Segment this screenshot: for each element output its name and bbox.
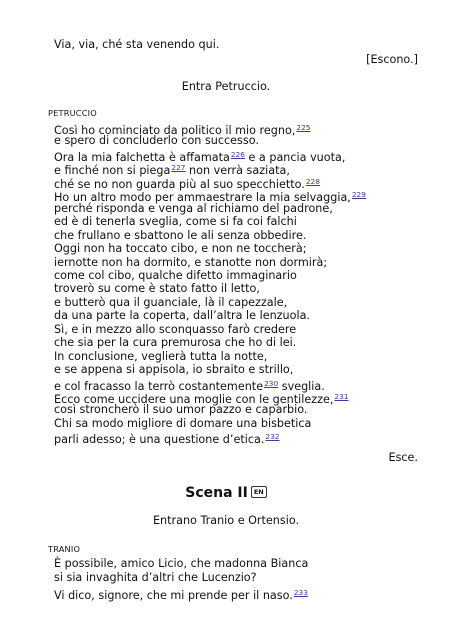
stage-direction-entry-2: Entrano Tranio e Ortensio. (152, 514, 300, 527)
scene-title: Scena II (185, 485, 248, 501)
footnote-link[interactable]: 231 (334, 392, 349, 401)
verse-text: che frullano e sbattono le ali senza obbedire. (54, 228, 307, 242)
verse-text: Ho un altro modo per ammaestrare la mia selvaggia, (54, 191, 351, 205)
verse-text: da una parte la coperta, dall’altra le lenzuola. (54, 309, 310, 323)
language-badge[interactable]: EN (251, 486, 267, 498)
stage-direction-entry: Entra Petruccio. (181, 80, 271, 93)
verse-text: e butterò qua il guanciale, là il capezzale, (54, 295, 288, 309)
verse-text: iernotte non ha dormito, e stanotte non dormirà; (54, 255, 328, 269)
footnote-link[interactable]: 226 (230, 149, 245, 159)
verse-text: Ora la mia falchetta è affamata (54, 150, 230, 164)
footnote-link[interactable]: 229 (351, 190, 366, 200)
verse-text: ché se no non guarda più al suo specchietto. (54, 177, 305, 191)
footnote-link[interactable]: 225 (296, 123, 311, 132)
verse-text: e col fracasso la terrò costantemente (54, 379, 264, 393)
footnote-link[interactable]: 227 (171, 163, 186, 173)
verse-text: troverò su come è stato fatto il letto, (54, 282, 260, 296)
verse-text: si sia invaghita d’altri che Lucenzio? (54, 571, 257, 585)
verse-text: e se appena si appisola, io sbraito e strillo, (54, 363, 294, 377)
verse-text-continued: non verrà saziata, (185, 164, 290, 178)
verse-text: e spero di concluderlo con successo. (54, 134, 259, 148)
footnote-link[interactable]: 232 (265, 432, 280, 442)
verse-text: Così ho cominciato da politico il mio regno, (54, 124, 296, 137)
verse-line (54, 429, 280, 447)
verse-text: Chi sa modo migliore di domare una bisbetica (54, 416, 312, 430)
verse-text: parli adesso; è una questione d’etica. (54, 433, 265, 447)
verse-text: che sia per la cura premurosa che ho di lei. (54, 336, 297, 350)
verse-line (54, 556, 308, 571)
verse-text: È possibile, amico Licio, che madonna Bianca (54, 557, 309, 570)
verse-text: Oggi non ha toccato cibo, e non ne toccherà; (54, 242, 307, 256)
verse-text: Ecco come uccidere una moglie con le gentilezze, (54, 393, 334, 406)
verse-line (54, 585, 308, 603)
verse-text: Sì, e in mezzo allo sconquasso farò credere (54, 322, 297, 336)
speaker-name: PETRUCCIO (48, 108, 97, 118)
stage-direction-exit: [Escono.] (366, 53, 418, 66)
verse-text: Vi dico, signore, che mi prende per il naso. (54, 588, 293, 602)
verse-text: perché risponda e venga al richiamo del padrone, (54, 201, 333, 215)
verse-line: Via, via, ché sta venendo qui. (54, 38, 220, 51)
verse-line (54, 570, 257, 585)
verse-text-continued: e a pancia vuota, (244, 150, 346, 164)
stage-direction-exit-2: Esce. (388, 451, 418, 464)
speaker-name-2: TRANIO (48, 544, 81, 554)
verse-text: In conclusione, veglierà tutta la notte, (54, 349, 268, 363)
scene-heading (0, 485, 452, 501)
verse-text: ed è di tenerla sveglia, come si fa coi falchi (54, 215, 297, 229)
footnote-link[interactable]: 230 (264, 378, 279, 388)
footnote-link[interactable]: 228 (305, 176, 320, 186)
verse-text: e finché non si piega (54, 164, 171, 178)
verse-text: così stroncherò il suo umor pazzo e caparbio. (54, 403, 308, 417)
verse-text-continued: sveglia. (278, 379, 325, 393)
footnote-link[interactable]: 233 (293, 587, 308, 597)
verse-text: come col cibo, qualche difetto immaginario (54, 268, 297, 282)
